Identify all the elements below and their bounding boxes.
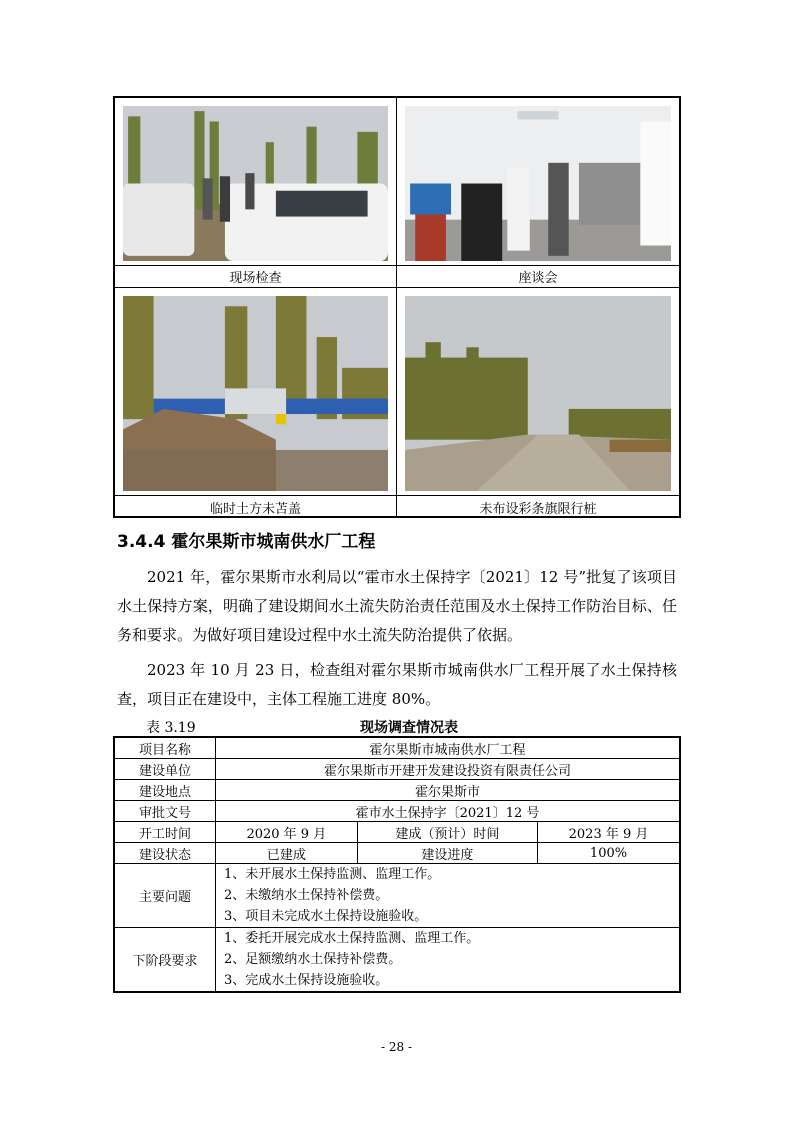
caption-meeting: 座谈会 [397, 266, 679, 288]
photo-uncovered-soil [123, 296, 388, 491]
photo-grid [113, 96, 681, 518]
builder-value: 霍尔果斯市开建开发建设投资有限责任公司 [216, 759, 681, 780]
project-name-label: 项目名称 [114, 737, 216, 759]
finish-label: 建成（预计）时间 [357, 822, 537, 843]
paragraph-approval: 2021 年，霍尔果斯市水利局以“霍市水土保持字〔2021〕12 号”批复了该项目水土保持方案，明确了建设期间水土流失防治责任范围及水土保持工作防治目标、任务和要求。为做好项目建设过程中水土流失防治提供了依据。 [117, 568, 677, 644]
table-row [114, 822, 680, 843]
location-value: 霍尔果斯市 [216, 780, 681, 801]
photo-cell-site-inspection [115, 98, 397, 266]
table-number: 表 3.19 [146, 720, 196, 736]
survey-table [113, 736, 681, 993]
progress-value: 100% [538, 843, 680, 864]
approval-label: 审批文号 [114, 801, 216, 822]
start-label: 开工时间 [114, 822, 216, 843]
problem-item: 1、未开展水土保持监测、监理工作。 [224, 867, 441, 882]
problem-item: 3、项目未完成水土保持设施验收。 [224, 909, 428, 924]
table-row [114, 864, 680, 928]
table-row [114, 759, 680, 780]
builder-label: 建设单位 [114, 759, 216, 780]
caption-uncovered-soil: 临时土方未苫盖 [115, 496, 397, 518]
photo-cell-uncovered-soil [115, 288, 397, 496]
photo-cell-meeting [397, 98, 679, 266]
photo-site-inspection [123, 106, 388, 261]
photo-cell-no-flags [397, 288, 679, 496]
finish-value: 2023 年 9 月 [538, 822, 680, 843]
caption-site-inspection: 现场检查 [115, 266, 397, 288]
table-row [114, 737, 680, 759]
table-title: 现场调查情况表 [360, 720, 458, 736]
problems-value [216, 864, 681, 928]
progress-label: 建设进度 [357, 843, 537, 864]
photo-no-flags [405, 296, 671, 491]
problem-item: 2、未缴纳水土保持补偿费。 [224, 888, 389, 903]
caption-no-flags: 未布设彩条旗限行桩 [479, 501, 597, 517]
table-row [114, 843, 680, 864]
requirement-item: 3、完成水土保持设施验收。 [224, 973, 389, 988]
requirement-item: 1、委托开展完成水土保持监测、监理工作。 [224, 931, 480, 946]
problems-label: 主要问题 [114, 864, 216, 928]
table-row [114, 780, 680, 801]
section-heading: 3.4.4 霍尔果斯市城南供水厂工程 [117, 532, 376, 552]
approval-value: 霍市水土保持字〔2021〕12 号 [216, 801, 681, 822]
paragraph-inspection: 2023 年 10 月 23 日，检查组对霍尔果斯市城南供水厂工程开展了水土保持核查，项目正在建设中，主体工程施工进度 80%。 [117, 661, 677, 708]
location-label: 建设地点 [114, 780, 216, 801]
table-row [114, 801, 680, 822]
table-row [114, 928, 680, 993]
photo-meeting [405, 106, 671, 261]
requirement-item: 2、足额缴纳水土保持补偿费。 [224, 952, 402, 967]
page-number: - 28 - [380, 1040, 412, 1054]
project-name-value: 霍尔果斯市城南供水厂工程 [216, 737, 681, 759]
next-label: 下阶段要求 [114, 928, 216, 993]
status-label: 建设状态 [114, 843, 216, 864]
start-value: 2020 年 9 月 [216, 822, 358, 843]
next-value [216, 928, 681, 993]
status-value: 已建成 [216, 843, 358, 864]
